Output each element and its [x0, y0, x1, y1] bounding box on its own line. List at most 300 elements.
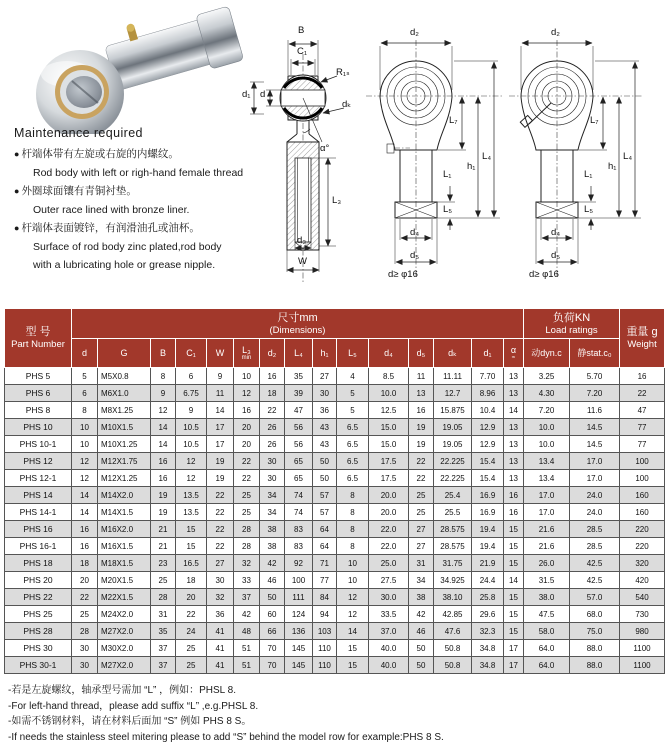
value-cell: 21.6 — [524, 538, 570, 555]
value-cell: 88.0 — [570, 657, 620, 674]
part-number-header-en: Part Number — [11, 339, 65, 350]
value-cell: 22 — [207, 487, 234, 504]
bullet-icon: ● — [14, 149, 20, 159]
value-cell: 6.5 — [337, 419, 369, 436]
value-cell: 12 — [176, 453, 207, 470]
value-cell: 23 — [151, 555, 176, 572]
value-cell: 50 — [409, 640, 434, 657]
value-cell: 64 — [313, 538, 337, 555]
value-cell: 20.0 — [369, 487, 409, 504]
value-cell: 74 — [285, 504, 313, 521]
part-number-cell: PHS 5 — [5, 368, 72, 385]
value-cell: M10X1.5 — [98, 419, 151, 436]
maintenance-text: with a lubricating hole or grease nipple. — [33, 259, 216, 271]
value-cell: 51 — [234, 640, 260, 657]
value-cell: 21.6 — [524, 521, 570, 538]
value-cell: 110 — [313, 640, 337, 657]
part-number-cell: PHS 6 — [5, 385, 72, 402]
value-cell: 68.0 — [570, 606, 620, 623]
table-row — [5, 657, 665, 674]
dimensions-header — [72, 309, 524, 339]
value-cell: 3.25 — [524, 368, 570, 385]
weight-header — [620, 309, 665, 368]
value-cell: 22.0 — [369, 538, 409, 555]
value-cell: 47.6 — [434, 623, 472, 640]
value-cell: 18 — [260, 385, 285, 402]
value-cell: 77 — [620, 419, 665, 436]
value-cell: 19.4 — [472, 538, 504, 555]
column-header: 静stat.c₀ — [570, 339, 620, 368]
value-cell: 27 — [409, 538, 434, 555]
value-cell: 9 — [176, 402, 207, 419]
footnote-line: -若是左旋螺纹，轴承型号需加 “L” ，例如：PHSL 8. — [8, 685, 236, 696]
value-cell: 27.5 — [369, 572, 409, 589]
column-header: α ≈ — [504, 339, 524, 368]
part-number-cell: PHS 12 — [5, 453, 72, 470]
value-cell: 12.9 — [472, 436, 504, 453]
value-cell: 64.0 — [524, 657, 570, 674]
value-cell: 11 — [207, 385, 234, 402]
value-cell: 16 — [409, 402, 434, 419]
value-cell: M6X1.0 — [98, 385, 151, 402]
value-cell: 25.0 — [369, 555, 409, 572]
value-cell: 16 — [151, 470, 176, 487]
value-cell: 17.0 — [570, 453, 620, 470]
value-cell: 16 — [151, 453, 176, 470]
value-cell: 13 — [504, 368, 524, 385]
column-header: dₖ — [434, 339, 472, 368]
table-row — [5, 640, 665, 657]
table-row — [5, 555, 665, 572]
value-cell: 71 — [313, 555, 337, 572]
value-cell: 9 — [207, 368, 234, 385]
value-cell: 9 — [151, 385, 176, 402]
value-cell: 25 — [151, 572, 176, 589]
value-cell: 22.225 — [434, 453, 472, 470]
value-cell: 30 — [260, 470, 285, 487]
value-cell: 16 — [72, 538, 98, 555]
value-cell: 28 — [234, 538, 260, 555]
value-cell: 15.875 — [434, 402, 472, 419]
value-cell: 28.575 — [434, 521, 472, 538]
dim-label-L1: L₁ — [584, 169, 593, 180]
value-cell: 41 — [207, 623, 234, 640]
value-cell: 6.75 — [176, 385, 207, 402]
value-cell: 14 — [72, 504, 98, 521]
value-cell: 19 — [151, 504, 176, 521]
dim-label-d3: d₃ — [297, 235, 307, 246]
value-cell: 37 — [151, 657, 176, 674]
value-cell: M20X1.5 — [98, 572, 151, 589]
value-cell: 8 — [151, 368, 176, 385]
value-cell: 10.0 — [369, 385, 409, 402]
maintenance-text: 杆端体表面镀锌，有润滑油孔或油杯。 — [21, 222, 200, 234]
value-cell: 22.225 — [434, 470, 472, 487]
footnote-line: -For left-hand thread，please add suffix “L” ,e.g.PHSL 8. — [8, 700, 259, 712]
column-header: d₅ — [409, 339, 434, 368]
value-cell: 38 — [409, 589, 434, 606]
value-cell: 42 — [234, 606, 260, 623]
value-cell: 39 — [285, 385, 313, 402]
value-cell: 160 — [620, 487, 665, 504]
value-cell: 26 — [260, 436, 285, 453]
table-row — [5, 368, 665, 385]
value-cell: 77 — [620, 436, 665, 453]
value-cell: 17.0 — [570, 470, 620, 487]
value-cell: 17 — [504, 640, 524, 657]
value-cell: 38 — [260, 521, 285, 538]
value-cell: 14 — [151, 436, 176, 453]
column-header: C₁ — [176, 339, 207, 368]
table-row — [5, 453, 665, 470]
table-row — [5, 504, 665, 521]
value-cell: 13.5 — [176, 487, 207, 504]
maintenance-text: 杆端体带有左旋或右旋的内螺纹。 — [21, 148, 179, 160]
value-cell: 6 — [72, 385, 98, 402]
value-cell: 8 — [337, 521, 369, 538]
value-cell: 20 — [176, 589, 207, 606]
value-cell: 83 — [285, 521, 313, 538]
dim-label-L5: L₅ — [443, 204, 453, 215]
dim-label-L7: L₇ — [449, 115, 458, 126]
table-row — [5, 402, 665, 419]
table-row — [5, 606, 665, 623]
value-cell: 42 — [409, 606, 434, 623]
value-cell: 17.0 — [524, 487, 570, 504]
dim-label-d2: d₂ — [410, 27, 419, 38]
maintenance-text: Outer race lined with bronze liner. — [33, 203, 190, 216]
value-cell: 14 — [337, 623, 369, 640]
value-cell: 20 — [72, 572, 98, 589]
value-cell: 22 — [260, 402, 285, 419]
value-cell: 22 — [72, 589, 98, 606]
value-cell: 22 — [620, 385, 665, 402]
value-cell: 14.5 — [570, 436, 620, 453]
value-cell: 100 — [620, 453, 665, 470]
value-cell: 16 — [72, 521, 98, 538]
dimensions-header-en: (Dimensions) — [269, 324, 326, 336]
value-cell: 22 — [234, 470, 260, 487]
value-cell: 58.0 — [524, 623, 570, 640]
dim-label-h1: h₁ — [608, 161, 617, 172]
value-cell: 8 — [337, 538, 369, 555]
value-cell: 4 — [337, 368, 369, 385]
dim-label-L3: L₃ — [332, 195, 342, 206]
value-cell: 14 — [504, 572, 524, 589]
value-cell: 8 — [72, 402, 98, 419]
value-cell: 19 — [409, 419, 434, 436]
thread-size-note: d≥ φ16 — [388, 269, 418, 280]
column-header: L₄ — [285, 339, 313, 368]
value-cell: 12 — [337, 606, 369, 623]
value-cell: 32.3 — [472, 623, 504, 640]
value-cell: 24 — [176, 623, 207, 640]
dim-label-d2: d₂ — [551, 27, 560, 38]
value-cell: 7.70 — [472, 368, 504, 385]
value-cell: 12 — [72, 470, 98, 487]
value-cell: 10 — [234, 368, 260, 385]
value-cell: 145 — [285, 657, 313, 674]
column-header: 动dyn.c — [524, 339, 570, 368]
part-number-cell: PHS 30-1 — [5, 657, 72, 674]
table-body — [5, 368, 665, 674]
value-cell: M12X1.25 — [98, 470, 151, 487]
value-cell: 51 — [234, 657, 260, 674]
dim-label-d: d — [260, 89, 266, 100]
diagram-front-view-1 — [358, 16, 508, 300]
dim-label-W: W — [298, 256, 307, 267]
value-cell: 15.0 — [369, 436, 409, 453]
value-cell: 11.6 — [570, 402, 620, 419]
value-cell: 77 — [313, 572, 337, 589]
part-number-cell: PHS 20 — [5, 572, 72, 589]
value-cell: 6.5 — [337, 470, 369, 487]
dim-label-R1s: R₁ₛ — [336, 67, 350, 78]
value-cell: 13 — [504, 453, 524, 470]
table-row — [5, 572, 665, 589]
value-cell: 27 — [313, 368, 337, 385]
value-cell: 10 — [337, 572, 369, 589]
value-cell: 14 — [207, 402, 234, 419]
column-header: d₄ — [369, 339, 409, 368]
value-cell: 19.4 — [472, 521, 504, 538]
value-cell: 17.0 — [524, 504, 570, 521]
dim-label-L1: L₁ — [443, 169, 452, 180]
value-cell: 420 — [620, 572, 665, 589]
table-row — [5, 419, 665, 436]
value-cell: 22 — [207, 521, 234, 538]
value-cell: 36 — [313, 402, 337, 419]
value-cell: 111 — [285, 589, 313, 606]
value-cell: M27X2.0 — [98, 623, 151, 640]
table-row — [5, 436, 665, 453]
value-cell: 25 — [234, 504, 260, 521]
part-number-cell: PHS 25 — [5, 606, 72, 623]
footnote-line: -如需不锈钢材料，请在材料后面加 “S” 例如 PHS 8 S。 — [8, 716, 252, 727]
value-cell: 25 — [176, 657, 207, 674]
value-cell: 40.0 — [369, 640, 409, 657]
value-cell: 40.0 — [369, 657, 409, 674]
value-cell: 4.30 — [524, 385, 570, 402]
value-cell: 33.5 — [369, 606, 409, 623]
value-cell: 8.5 — [369, 368, 409, 385]
value-cell: 66 — [260, 623, 285, 640]
value-cell: 30.0 — [369, 589, 409, 606]
value-cell: 24.0 — [570, 487, 620, 504]
value-cell: 27 — [409, 521, 434, 538]
value-cell: 57 — [313, 487, 337, 504]
column-header: d — [72, 339, 98, 368]
load-ratings-header — [524, 309, 620, 339]
value-cell: 34.925 — [434, 572, 472, 589]
value-cell: 28 — [151, 589, 176, 606]
value-cell: 21 — [151, 538, 176, 555]
value-cell: 34 — [260, 487, 285, 504]
value-cell: 19.05 — [434, 436, 472, 453]
value-cell: 5.70 — [570, 368, 620, 385]
column-header: G — [98, 339, 151, 368]
value-cell: M14X1.5 — [98, 504, 151, 521]
value-cell: 14 — [72, 487, 98, 504]
value-cell: M18X1.5 — [98, 555, 151, 572]
column-header: d₁ — [472, 339, 504, 368]
value-cell: 100 — [620, 470, 665, 487]
value-cell: 20.0 — [369, 504, 409, 521]
value-cell: 28.5 — [570, 521, 620, 538]
value-cell: 6 — [176, 368, 207, 385]
value-cell: 50 — [409, 657, 434, 674]
dim-label-d5: d₅ — [551, 250, 561, 261]
maintenance-title: Maintenance required — [14, 126, 143, 140]
value-cell: 11.11 — [434, 368, 472, 385]
value-cell: 34.8 — [472, 657, 504, 674]
value-cell: 17 — [504, 657, 524, 674]
value-cell: 1100 — [620, 640, 665, 657]
value-cell: M30X2.0 — [98, 640, 151, 657]
table-row — [5, 487, 665, 504]
value-cell: 15 — [504, 555, 524, 572]
value-cell: 12.9 — [472, 419, 504, 436]
value-cell: 26 — [260, 419, 285, 436]
value-cell: 20 — [234, 419, 260, 436]
value-cell: 19 — [207, 470, 234, 487]
value-cell: M14X2.0 — [98, 487, 151, 504]
value-cell: 5 — [337, 385, 369, 402]
value-cell: M22X1.5 — [98, 589, 151, 606]
value-cell: 15 — [176, 521, 207, 538]
value-cell: 42.5 — [570, 555, 620, 572]
dim-label-L5: L₅ — [584, 204, 594, 215]
value-cell: 21 — [151, 521, 176, 538]
value-cell: 25 — [234, 487, 260, 504]
value-cell: 1100 — [620, 657, 665, 674]
dimensions-header-zh: 尺寸mm — [277, 311, 318, 324]
value-cell: 50 — [313, 453, 337, 470]
value-cell: 14 — [151, 419, 176, 436]
value-cell: 92 — [285, 555, 313, 572]
value-cell: 25 — [72, 606, 98, 623]
value-cell: 10 — [72, 436, 98, 453]
value-cell: 25 — [176, 640, 207, 657]
value-cell: 28 — [72, 623, 98, 640]
value-cell: 540 — [620, 589, 665, 606]
value-cell: 7.20 — [570, 385, 620, 402]
value-cell: 220 — [620, 538, 665, 555]
value-cell: 17.5 — [369, 453, 409, 470]
value-cell: 136 — [285, 623, 313, 640]
value-cell: 35 — [285, 368, 313, 385]
maintenance-line — [14, 164, 266, 183]
maintenance-line — [14, 201, 266, 220]
dimension-table — [4, 308, 665, 674]
value-cell: 35 — [151, 623, 176, 640]
value-cell: 14.5 — [570, 419, 620, 436]
value-cell: 30 — [72, 640, 98, 657]
value-cell: 50 — [313, 470, 337, 487]
value-cell: 56 — [285, 419, 313, 436]
value-cell: 8.96 — [472, 385, 504, 402]
value-cell: 18 — [72, 555, 98, 572]
value-cell: 13.4 — [524, 453, 570, 470]
value-cell: 12.5 — [369, 402, 409, 419]
value-cell: 65 — [285, 453, 313, 470]
maintenance-line — [14, 145, 266, 164]
value-cell: 47.5 — [524, 606, 570, 623]
column-header: d₂ — [260, 339, 285, 368]
value-cell: 15.4 — [472, 470, 504, 487]
value-cell: 43 — [313, 419, 337, 436]
value-cell: 13 — [504, 470, 524, 487]
value-cell: 30 — [313, 385, 337, 402]
value-cell: 15 — [504, 623, 524, 640]
load-ratings-header-en: Load ratings — [545, 324, 598, 336]
part-number-cell: PHS 30 — [5, 640, 72, 657]
dim-label-h1: h₁ — [467, 161, 476, 172]
value-cell: 57.0 — [570, 589, 620, 606]
value-cell: 28.575 — [434, 538, 472, 555]
column-header: B — [151, 339, 176, 368]
dim-label-d5: d₅ — [410, 250, 420, 261]
value-cell: 30 — [260, 453, 285, 470]
part-number-cell: PHS 16-1 — [5, 538, 72, 555]
diagram-side-view — [240, 16, 358, 296]
value-cell: 110 — [313, 657, 337, 674]
value-cell: 50 — [260, 589, 285, 606]
value-cell: 20 — [234, 436, 260, 453]
dim-subheader-row — [5, 339, 665, 368]
value-cell: 28.5 — [570, 538, 620, 555]
value-cell: 88.0 — [570, 640, 620, 657]
part-number-cell: PHS 14 — [5, 487, 72, 504]
value-cell: 13.5 — [176, 504, 207, 521]
value-cell: 56 — [285, 436, 313, 453]
part-number-cell: PHS 14-1 — [5, 504, 72, 521]
column-header: L₃ min — [234, 339, 260, 368]
bullet-icon: ● — [14, 223, 20, 233]
part-number-cell: PHS 12-1 — [5, 470, 72, 487]
value-cell: 5 — [72, 368, 98, 385]
value-cell: 730 — [620, 606, 665, 623]
value-cell: 70 — [260, 640, 285, 657]
value-cell: 22.0 — [369, 521, 409, 538]
value-cell: 13 — [504, 436, 524, 453]
value-cell: 42.5 — [570, 572, 620, 589]
value-cell: 980 — [620, 623, 665, 640]
value-cell: 6.5 — [337, 453, 369, 470]
value-cell: 30 — [207, 572, 234, 589]
value-cell: 32 — [207, 589, 234, 606]
value-cell: 38.0 — [524, 589, 570, 606]
value-cell: 27 — [207, 555, 234, 572]
value-cell: 16 — [234, 402, 260, 419]
value-cell: 36 — [207, 606, 234, 623]
value-cell: 32 — [234, 555, 260, 572]
value-cell: 12 — [234, 385, 260, 402]
value-cell: 103 — [313, 623, 337, 640]
value-cell: 42 — [260, 555, 285, 572]
value-cell: 15 — [504, 521, 524, 538]
part-number-cell: PHS 8 — [5, 402, 72, 419]
part-number-cell: PHS 18 — [5, 555, 72, 572]
table-row — [5, 538, 665, 555]
dim-label-L4: L₄ — [623, 151, 633, 162]
value-cell: 16 — [260, 368, 285, 385]
dim-label-C1: C₁ — [297, 46, 308, 57]
value-cell: 50.8 — [434, 657, 472, 674]
dim-label-L7: L₇ — [590, 115, 599, 126]
dim-label-L4: L₄ — [482, 151, 492, 162]
value-cell: 22 — [409, 470, 434, 487]
